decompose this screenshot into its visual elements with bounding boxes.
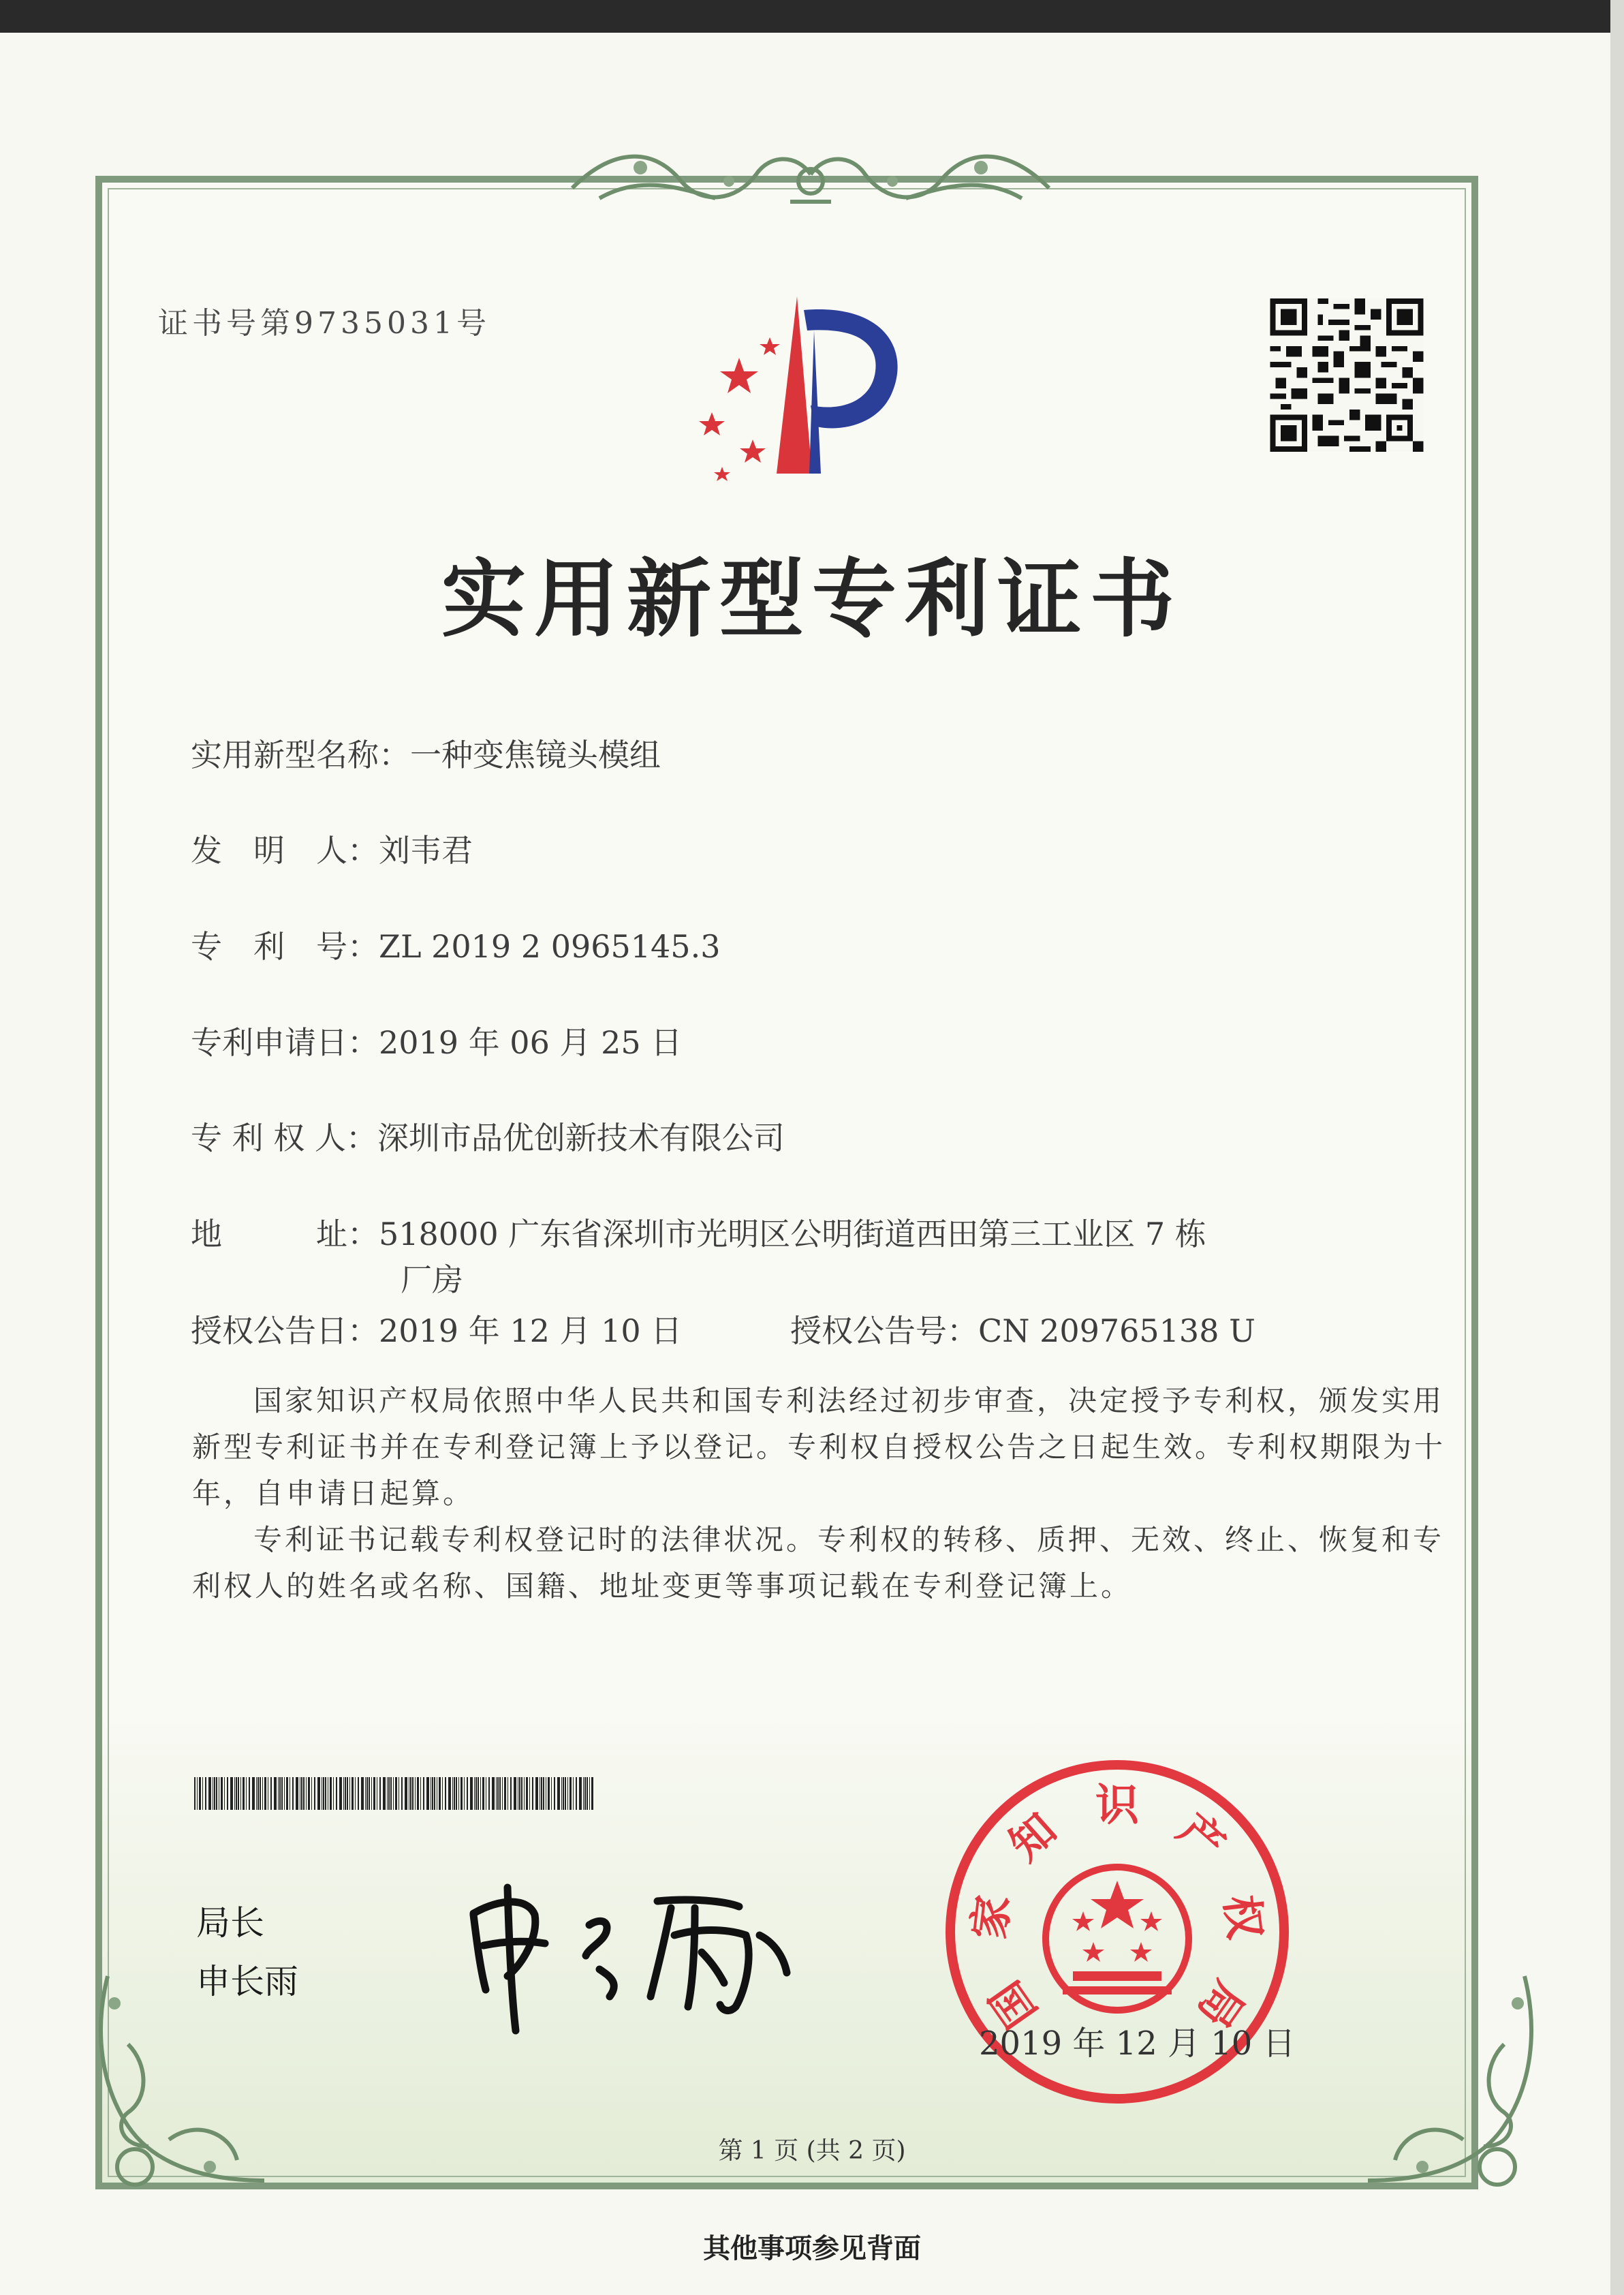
patentee-value: 深圳市品优创新技术有限公司 [377,1120,785,1156]
certificate-number-suffix: 号 [456,306,490,341]
barcode-bar [355,1777,356,1810]
barcode-bar [567,1777,568,1810]
barcode-bar [333,1777,334,1810]
barcode-bar [504,1777,506,1810]
barcode-bar [221,1777,223,1810]
barcode-bar [365,1777,366,1810]
barcode-bar [442,1777,443,1810]
utility-model-name-row [191,730,661,775]
barcode-bar [439,1777,441,1810]
seal-character: 局 [1187,1971,1254,2037]
address-value-line2: 厂房 [401,1261,463,1298]
barcode-bar [308,1777,310,1810]
seal-character: 国 [980,1971,1048,2037]
barcode-bar [554,1777,555,1810]
barcode-bar [401,1777,403,1810]
barcode-bar [448,1777,451,1810]
barcode-bar [524,1777,525,1810]
barcode-bar [373,1777,375,1810]
barcode-bar [496,1777,497,1810]
barcode-bar [482,1777,484,1810]
barcode-bar [445,1777,446,1810]
barcode-bar [541,1777,542,1810]
barcode-bar [343,1777,344,1810]
barcode-bar [194,1777,196,1810]
inventor-row [191,826,473,871]
grant-date-value: 2019 年 12 月 10 日 [379,1312,683,1349]
barcode-bar [216,1777,217,1810]
barcode-bar [456,1777,457,1810]
barcode-bar [573,1777,574,1810]
barcode-bar [388,1777,390,1810]
barcode-bar [323,1777,324,1810]
barcode-bar [301,1777,302,1810]
barcode-bar [412,1777,413,1810]
barcode-bar [296,1777,298,1810]
barcode-bar [286,1777,288,1810]
barcode-bar [576,1777,577,1810]
barcode-bar [519,1777,520,1810]
barcode-bar [387,1777,388,1810]
inventor-label: 发 明 人： [191,832,379,869]
grant-number-row [790,1306,1255,1351]
barcode-bar [236,1777,237,1810]
grant-number-label: 授权公告号： [790,1312,978,1349]
cnipa-logo-icon [674,290,920,487]
barcode-bar [454,1777,455,1810]
qr-code-icon [1268,298,1425,452]
barcode-bar [383,1777,386,1810]
barcode-bar [202,1777,203,1810]
barcode-bar [390,1777,392,1810]
barcode-bar [458,1777,459,1810]
paragraph-1-line-2: 新型专利证书并在专利登记簿上予以登记。专利权自授权公告之日起生效。专利权期限为十 [192,1430,1446,1464]
barcode-bar [589,1777,590,1810]
grant-number-value: CN 209765138 U [978,1312,1255,1349]
filing-date-label: 专利申请日： [191,1024,379,1061]
barcode-bar [352,1777,354,1810]
seal-character: 权 [1215,1892,1270,1942]
barcode-bar [432,1777,433,1810]
barcode-bar [551,1777,552,1810]
barcode-bar [366,1777,368,1810]
barcode-bar [415,1777,416,1810]
barcode-bar [395,1777,397,1810]
barcode-bar [488,1777,490,1810]
barcode-bar [281,1777,283,1810]
barcode-bar [475,1777,477,1810]
barcode-bar [214,1777,215,1810]
barcode-bar [224,1777,225,1810]
scan-right-edge [1610,0,1624,2295]
barcode-bar [563,1777,564,1810]
barcode-bar [274,1777,277,1810]
barcode-bar [199,1777,201,1810]
patent-number-value: ZL 2019 2 0965145.3 [379,928,721,965]
seal-date: 2019 年 12 月 10 日 [979,2024,1296,2063]
barcode-bar [358,1777,359,1810]
barcode-icon [194,1777,596,1810]
barcode-bar [311,1777,312,1810]
barcode-bar [234,1777,235,1810]
barcode-bar [535,1777,538,1810]
barcode-bar [227,1777,228,1810]
barcode-bar [497,1777,499,1810]
barcode-bar [420,1777,421,1810]
address-value-line1: 518000 广东省深圳市光明区公明街道西田第三工业区 7 栋 [379,1216,1206,1252]
patentee-label: 专 利 权 人： [191,1120,377,1156]
page-indicator: 第 1 页 (共 2 页) [718,2137,906,2165]
barcode-bar [284,1777,285,1810]
barcode-bar [474,1777,475,1810]
barcode-bar [470,1777,473,1810]
barcode-bar [521,1777,522,1810]
barcode-bar [532,1777,533,1810]
certificate-number [158,298,490,342]
paragraph-2-line-1: 专利证书记载专利权登记时的法律状况。专利权的转移、质押、无效、终止、恢复和专 [253,1523,1445,1556]
barcode-bar [257,1777,259,1810]
barcode-bar [230,1777,233,1810]
barcode-bar [371,1777,372,1810]
paragraph-1-line-3: 年，自申请日起算。 [192,1477,475,1510]
barcode-bar [330,1777,332,1810]
barcode-bar [246,1777,247,1810]
barcode-bar [303,1777,304,1810]
barcode-bar [349,1777,350,1810]
seal-character: 产 [1168,1804,1234,1871]
barcode-bar [529,1777,530,1810]
barcode-bar [526,1777,528,1810]
barcode-bar [565,1777,566,1810]
filing-date-row [191,1018,682,1063]
barcode-bar [252,1777,255,1810]
barcode-bar [278,1777,279,1810]
barcode-bar [260,1777,261,1810]
barcode-bar [543,1777,544,1810]
barcode-bar [417,1777,419,1810]
barcode-bar [205,1777,206,1810]
patent-number-row [191,922,720,967]
barcode-bar [464,1777,465,1810]
bottom-right-ornament-icon [1341,1962,1545,2208]
barcode-bar [452,1777,453,1810]
barcode-bar [480,1777,481,1810]
certificate-number-value: 9735031 [294,306,456,341]
barcode-bar [238,1777,239,1810]
barcode-bar [361,1777,364,1810]
utility-model-name-value: 一种变焦镜头模组 [410,737,661,773]
barcode-bar [426,1777,429,1810]
barcode-bar [249,1777,250,1810]
patentee-row [191,1113,785,1158]
barcode-bar [379,1777,381,1810]
seal-character: 家 [964,1892,1020,1942]
barcode-bar [345,1777,346,1810]
utility-model-name-label: 实用新型名称： [191,737,410,773]
barcode-bar [584,1777,586,1810]
signatory-role: 局长 [196,1903,264,1943]
paragraph-2-line-2: 利权人的姓名或名称、国籍、地址变更等事项记载在专利登记簿上。 [192,1569,1133,1603]
scan-top-edge [0,0,1624,33]
barcode-bar [243,1777,245,1810]
barcode-bar [336,1777,337,1810]
address-label: 地 址： [191,1216,379,1252]
top-ornament-icon [559,134,1063,215]
barcode-bar [460,1777,463,1810]
grant-date-label: 授权公告日： [191,1312,379,1349]
barcode-bar [583,1777,584,1810]
barcode-bar [317,1777,320,1810]
certificate-number-label: 证书号第 [158,306,294,341]
barcode-bar [499,1777,501,1810]
barcode-bar [208,1777,211,1810]
grant-date-row [191,1306,682,1351]
certificate-title: 实用新型专利证书 [441,551,1183,649]
barcode-bar [264,1777,266,1810]
barcode-bar [339,1777,342,1810]
barcode-bar [514,1777,516,1810]
barcode-bar [587,1777,588,1810]
barcode-bar [279,1777,281,1810]
barcode-bar [579,1777,582,1810]
barcode-bar [314,1777,315,1810]
barcode-bar [569,1777,572,1810]
barcode-bar [325,1777,326,1810]
inventor-value: 刘韦君 [379,832,473,869]
back-notice: 其他事项参见背面 [703,2232,921,2264]
barcode-bar [240,1777,241,1810]
barcode-bar [510,1777,512,1810]
barcode-bar [369,1777,370,1810]
barcode-bar [347,1777,348,1810]
barcode-bar [423,1777,424,1810]
barcode-bar [256,1777,257,1810]
barcode-bar [306,1777,307,1810]
filing-date-value: 2019 年 06 月 25 日 [379,1024,683,1061]
handwritten-signature-icon [453,1860,834,2037]
paragraph-1-line-1: 国家知识产权局依照中华人民共和国专利法经过初步审查，决定授予专利权，颁发实用 [253,1384,1445,1417]
barcode-bar [270,1777,272,1810]
barcode-bar [393,1777,394,1810]
barcode-bar [492,1777,495,1810]
barcode-bar [591,1777,593,1810]
seal-character: 知 [1000,1804,1067,1871]
barcode-bar [548,1777,550,1810]
address-row [191,1210,1206,1254]
barcode-bar [467,1777,468,1810]
barcode-bar [561,1777,562,1810]
barcode-bar [405,1777,407,1810]
barcode-bar [292,1777,294,1810]
seal-character: 识 [1095,1781,1139,1831]
signatory-name: 申长雨 [196,1962,298,2001]
barcode-bar [502,1777,503,1810]
patent-number-label: 专 利 号： [191,928,379,965]
barcode-bar [557,1777,560,1810]
barcode-bar [507,1777,508,1810]
barcode-bar [262,1777,263,1810]
barcode-bar [197,1777,198,1810]
barcode-bar [410,1777,411,1810]
barcode-bar [478,1777,479,1810]
barcode-bar [434,1777,435,1810]
